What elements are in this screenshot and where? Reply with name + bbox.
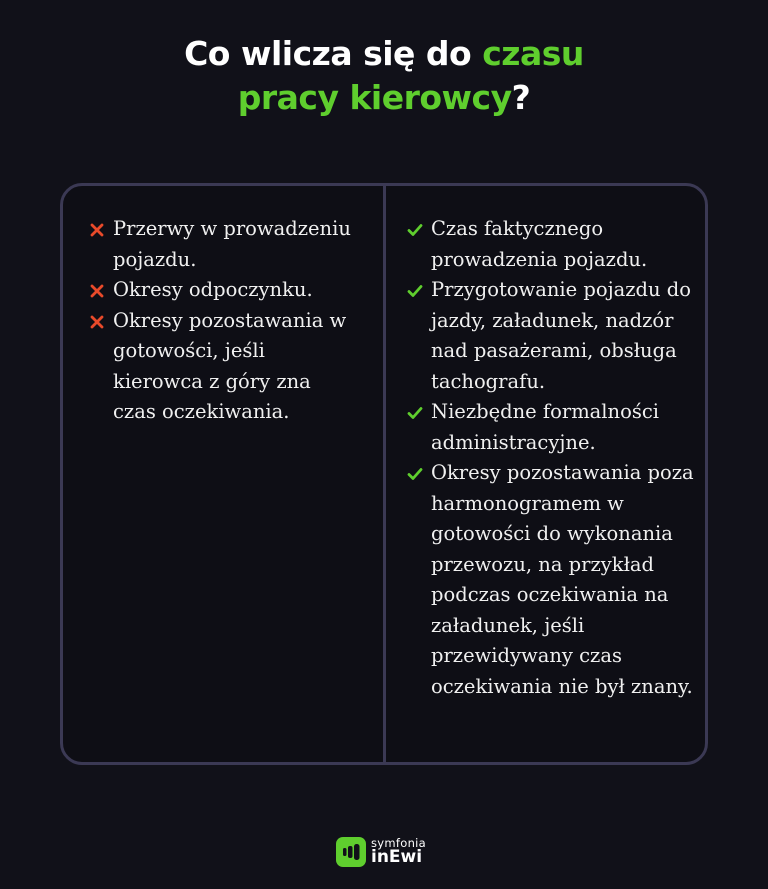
included-item-text: Przygotowanie pojazdu do jazdy, załadunek, nadzór nad pasażerami, obsługa tachografu. — [431, 278, 692, 393]
cross-icon — [89, 222, 105, 238]
included-item — [407, 214, 697, 275]
included-item — [407, 397, 697, 458]
included-item — [407, 275, 697, 397]
excluded-item-text: Okresy odpoczynku. — [113, 278, 313, 301]
logo-text-inewi: inEwi — [371, 846, 423, 867]
included-column — [407, 214, 697, 702]
excluded-item — [89, 275, 359, 306]
included-list — [407, 214, 697, 702]
included-item-text: Okresy pozostawania poza harmonogramem w gotowości do wykonania przewozu, na przykład podczas oczekiwania na załadunek, jeśli przewidywany czas oczekiwania nie był znany. — [431, 461, 694, 698]
title-text-green: czasu — [482, 34, 584, 73]
check-icon — [407, 466, 423, 482]
comparison-card — [60, 183, 708, 765]
column-divider — [383, 186, 386, 762]
excluded-item — [89, 306, 359, 428]
included-item — [407, 458, 697, 702]
logo-text-symfonia: symfonia — [371, 836, 427, 851]
title-question-mark: ? — [511, 78, 531, 117]
check-icon — [407, 283, 423, 299]
included-item-text: Niezbędne formalności administracyjne. — [431, 400, 660, 454]
logo-mark-icon — [336, 837, 366, 867]
excluded-item — [89, 214, 359, 275]
excluded-column — [89, 214, 359, 428]
logo-bars-icon — [336, 837, 366, 867]
excluded-item-text: Okresy pozostawania w gotowości, jeśli kierowca z góry zna czas oczekiwania. — [113, 308, 347, 423]
logo-wordmark — [371, 838, 426, 866]
cross-icon — [89, 283, 105, 299]
title-text-green-2: pracy kierowcy — [237, 78, 512, 117]
check-icon — [407, 222, 423, 238]
excluded-list — [89, 214, 359, 428]
title-text-white: Co wlicza się do — [184, 34, 483, 73]
title-line-1 — [0, 32, 768, 76]
brand-logo — [336, 836, 426, 868]
cross-icon — [89, 314, 105, 330]
page-title — [0, 32, 768, 120]
included-item-text: Czas faktycznego prowadzenia pojazdu. — [431, 217, 648, 271]
title-line-2 — [0, 76, 768, 120]
check-icon — [407, 405, 423, 421]
excluded-item-text: Przerwy w prowadzeniu pojazdu. — [113, 217, 351, 271]
